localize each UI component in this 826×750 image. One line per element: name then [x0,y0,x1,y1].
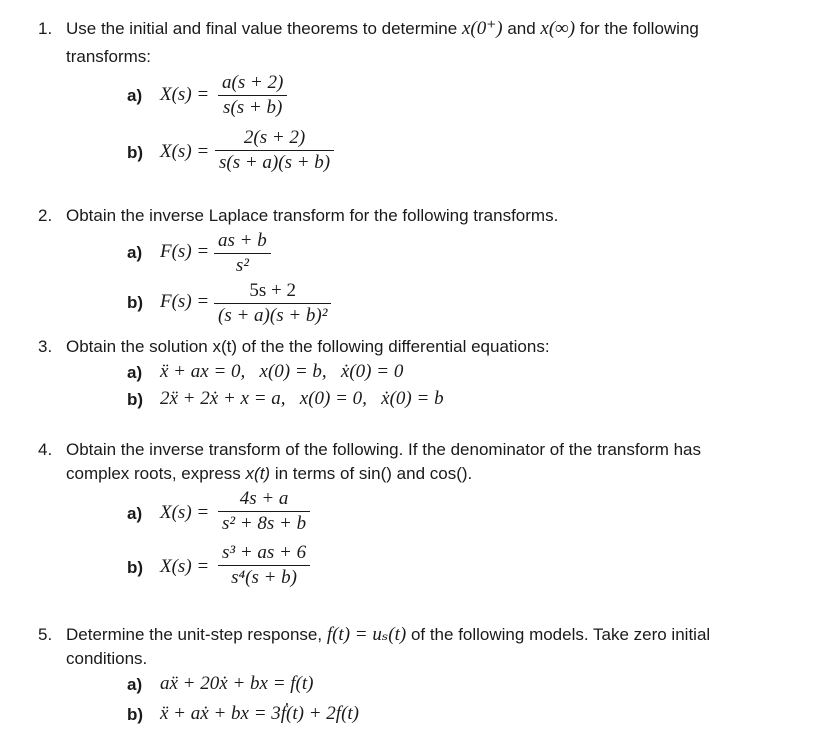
part-label: a) [127,504,143,523]
denominator: s² + 8s + b [218,511,310,535]
part-label: a) [127,675,143,694]
problem-text-line2: transforms: [66,47,152,66]
equation: ẍ + aẋ + bx = 3ḟ(t) + 2f(t) [160,703,360,724]
problem-text: Obtain the inverse Laplace transform for the following transforms. [66,206,559,225]
part-label: b) [127,705,144,724]
text-part: in terms of sin() and cos(). [274,464,473,483]
part-label: b) [127,143,144,162]
denominator: s⁴(s + b) [218,565,310,589]
equation: ẍ + ax = 0, x(0) = b, ẋ(0) = 0 [160,361,404,382]
fraction [214,230,271,277]
numerator: as + b [218,230,267,251]
fraction [215,127,334,174]
problem-number: 4. [38,440,53,459]
part-label: b) [127,293,144,312]
part-lhs: X(s) = [160,141,210,162]
denominator: s² [214,253,271,277]
part-lhs: X(s) = [160,556,210,577]
numerator: 5s + 2 [249,280,297,301]
part-lhs: X(s) = [160,502,210,523]
equation: aẍ + 20ẋ + bx = f(t) [160,673,314,694]
part-lhs: F(s) = [160,291,210,312]
problem-number: 2. [38,206,53,225]
problem-text: Obtain the solution x(t) of the the following differential equations: [66,337,550,356]
part-label: b) [127,390,144,409]
part-label: a) [127,363,143,382]
text-part: of the following models. Take zero initial [410,625,711,644]
numerator: 2(s + 2) [243,127,306,148]
part-lhs: F(s) = [160,241,210,262]
text-part: for the following [579,19,699,38]
fraction [218,542,310,589]
numerator: s³ + as + 6 [222,542,307,563]
numerator: a(s + 2) [222,72,284,93]
text-part: Determine the unit-step response, [66,625,323,644]
equation: 2ẍ + 2ẋ + x = a, x(0) = 0, ẋ(0) = b [160,388,444,409]
problem-number: 3. [38,337,53,356]
numerator: 4s + a [239,488,289,509]
math-ft: f(t) = uₛ(t) [326,624,407,645]
text-part: and [507,19,536,38]
math-xinf: x(∞) [540,18,576,39]
denominator: (s + a)(s + b)² [214,303,331,327]
fraction [214,280,331,327]
fraction [218,488,310,535]
text-part: complex roots, express [66,464,241,483]
math-x0plus: x(0⁺) [461,18,503,39]
fraction [218,72,287,119]
problem-number: 1. [38,19,53,38]
problem-text [66,624,710,646]
problem-text-line2: conditions. [66,649,148,668]
problem-number: 5. [38,625,53,644]
part-label: a) [127,243,143,262]
part-label: b) [127,558,144,577]
problem-text: Obtain the inverse transform of the following. If the denominator of the transform has [66,440,701,459]
part-label: a) [127,86,143,105]
math-xt: x(t) [245,464,271,483]
denominator: s(s + a)(s + b) [215,150,334,174]
text-part: Use the initial and final value theorems to determine [66,19,458,38]
part-lhs: X(s) = [160,84,210,105]
denominator: s(s + b) [218,95,287,119]
problem-text [66,18,699,40]
problem-text-line2 [66,463,472,485]
